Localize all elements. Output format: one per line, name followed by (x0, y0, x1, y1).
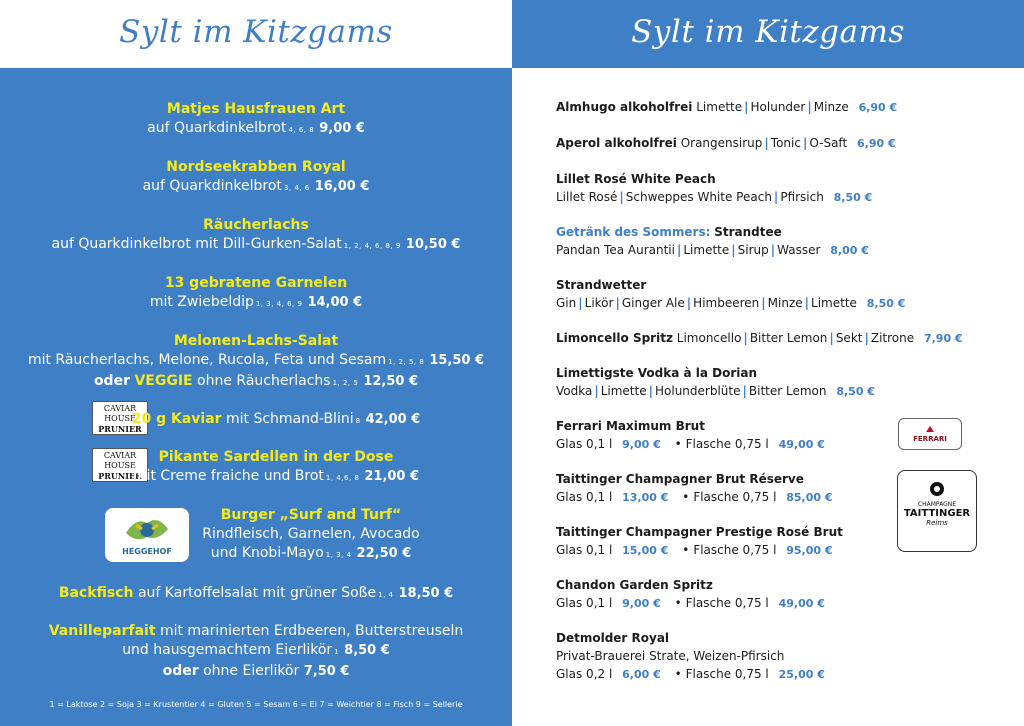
wine-name: Chandon Garden Spritz (556, 578, 713, 592)
drink-lillet: Lillet Rosé White Peach Lillet Rosé | Schweppes White Peach | Pfirsich 8,50 € (556, 170, 1016, 207)
dish-lachs (0, 216, 512, 256)
glass-price: 9,00 € (622, 438, 661, 451)
allergen-codes: 1, 4,6, 8 (325, 474, 360, 482)
drink-part: Minze (813, 100, 849, 114)
dish-name: Matjes Hausfrauen Art (166, 101, 346, 117)
drink-name: Strandtee (714, 225, 782, 239)
drink-price: 8,50 € (833, 191, 873, 204)
glass-label: Glas 0,1 l (556, 437, 613, 451)
drink-strandtee: Getränk des Sommers: Strandtee Pandan Tea Aurantii | Limette | Sirup | Wasser 8,00 € (556, 225, 869, 257)
dish-kaviar (0, 410, 512, 431)
taittinger-logo (897, 470, 977, 552)
bottle-price: 85,00 € (786, 491, 833, 504)
bottle-price: 49,00 € (778, 597, 825, 610)
dish-alt-price: 7,50 € (303, 664, 350, 679)
dish-name: 13 gebratene Garnelen (164, 275, 348, 291)
dish-price: 42,00 € (365, 412, 421, 427)
dish-alt-price: 12,50 € (363, 374, 419, 389)
left-title: Sylt im Kitzgams (119, 14, 393, 50)
drink-part: Limette (811, 296, 857, 310)
veggie-label: VEGGIE (134, 373, 193, 389)
drink-price: 7,90 € (923, 332, 963, 345)
drink-part: Holunder (750, 100, 806, 114)
dish-name: Burger „Surf and Turf“ (220, 507, 402, 523)
drink-part: Schweppes White Peach (625, 190, 772, 204)
drink-part: Pfirsich (780, 190, 824, 204)
drink-of-summer-label: Getränk des Sommers: (556, 225, 711, 239)
dish-name: Räucherlachs (203, 217, 309, 233)
drink-part: Zitrone (870, 331, 915, 345)
bullet: • (674, 667, 682, 681)
bottle-label: Flasche 0,75 l (685, 437, 769, 451)
dish-sardellen (0, 448, 512, 488)
drink-price: 6,90 € (856, 137, 896, 150)
drinks-menu (512, 68, 1024, 726)
allergen-codes: 1, 3, 4, 6, 9 (255, 300, 303, 308)
bottle-price: 25,00 € (778, 668, 825, 681)
dish-price: 8,50 € (344, 643, 390, 658)
or-label: oder (162, 663, 199, 679)
drink-part: Minze (767, 296, 803, 310)
taittinger-logo-text: TAITTINGER (903, 508, 971, 519)
dish-krabben (0, 158, 512, 198)
glass-price: 13,00 € (622, 491, 669, 504)
dish-alt-desc: ohne Räucherlachs (197, 373, 331, 389)
left-header (0, 0, 512, 68)
or-label: oder (93, 373, 130, 389)
wine-chandon (556, 576, 1016, 613)
drink-name: Almhugo alkoholfrei (556, 100, 693, 114)
dish-backfisch (0, 584, 512, 605)
allergen-codes: 1, 2, 4, 6, 8, 9 (343, 242, 401, 250)
drink-part: Limette (600, 384, 647, 398)
drink-part: Pandan Tea Aurantii (556, 243, 675, 257)
dish-burger (0, 506, 512, 565)
drink-name: Limettigste Vodka à la Dorian (556, 366, 758, 380)
dish-desc: auf Quarkdinkelbrot (142, 178, 282, 194)
drink-part: Sekt (835, 331, 863, 345)
logo-text: HOUSE (104, 461, 136, 470)
dish-name: Backfisch (58, 585, 134, 601)
bullet: • (674, 437, 682, 451)
drink-limoncello: Limoncello Spritz Limoncello | Bitter Lemon | Sekt | Zitrone 7,90 € (556, 331, 963, 345)
dish-price: 16,00 € (314, 179, 370, 194)
drink-part: Limette (683, 243, 730, 257)
dish-desc: auf Kartoffelsalat mit grüner Soße (137, 585, 377, 601)
allergen-codes: 1, 2, 5 (332, 379, 359, 387)
right-title: Sylt im Kitzgams (631, 14, 905, 50)
taittinger-logo-text: Reims (926, 519, 948, 527)
glass-label: Glas 0,1 l (556, 490, 613, 504)
drink-name: Strandwetter (556, 278, 647, 292)
dish-desc: auf Quarkdinkelbrot (147, 120, 287, 136)
dish-desc: mit Räucherlachs, Melone, Rucola, Feta und Sesam (27, 352, 387, 368)
bottle-label: Flasche 0,75 l (693, 490, 777, 504)
drink-part: Sirup (737, 243, 769, 257)
logo-text: PRUNIER (98, 471, 142, 481)
taittinger-logo-text: CHAMPAGNE (917, 501, 957, 508)
dish-desc: auf Quarkdinkelbrot mit Dill-Gurken-Salat (51, 236, 342, 252)
bottle-price: 49,00 € (778, 438, 825, 451)
glass-label: Glas 0,2 l (556, 667, 613, 681)
dish-name: Melonen-Lachs-Salat (173, 333, 339, 349)
drink-almhugo: Almhugo alkoholfrei Limette | Holunder | Minze 6,90 € (556, 100, 898, 114)
drink-part: Limette (696, 100, 743, 114)
drink-part: Likör (584, 296, 614, 310)
drink-part: Holunderblüte (655, 384, 741, 398)
dish-desc: mit Schmand-Blini (226, 411, 354, 427)
glass-price: 6,00 € (622, 668, 661, 681)
dish-price: 22,50 € (356, 546, 412, 561)
dish-price: 15,50 € (429, 353, 485, 368)
drink-price: 8,50 € (836, 385, 875, 398)
dish-name: Nordseekrabben Royal (166, 159, 346, 175)
dish-name: 20 g Kaviar (131, 411, 222, 427)
dish-price: 18,50 € (398, 586, 454, 601)
dish-price: 21,00 € (364, 469, 420, 484)
dish-matjes (0, 100, 512, 140)
dish-name: Vanilleparfait (48, 623, 156, 639)
drink-part: O-Saft (809, 136, 848, 150)
dish-price: 9,00 € (319, 121, 365, 136)
ferrari-crest-icon (925, 425, 935, 433)
logo-text: PRUNIER (98, 424, 142, 434)
dish-name: Pikante Sardellen in der Dose (158, 449, 394, 465)
food-menu (0, 68, 512, 726)
bullet: • (682, 490, 690, 504)
wine-name: Ferrari Maximum Brut (556, 419, 705, 433)
drink-name: Aperol alkoholfrei (556, 136, 677, 150)
drink-part: Himbeeren (693, 296, 760, 310)
logo-text: CAVIAR (103, 451, 137, 460)
ferrari-logo (898, 418, 962, 450)
wine-name: Detmolder Royal (556, 631, 670, 645)
allergen-codes: 3, 4, 6 (283, 184, 310, 192)
dish-vanilleparfait (0, 622, 512, 681)
drink-part: Bitter Lemon (748, 384, 827, 398)
wine-name: Taittinger Champagner Prestige Rosé Brut (556, 525, 843, 539)
bullet: • (682, 543, 690, 557)
bottle-label: Flasche 0,75 l (693, 543, 777, 557)
glass-label: Glas 0,1 l (556, 543, 613, 557)
drink-part: Tonic (770, 136, 801, 150)
drink-part: Orangensirup (680, 136, 763, 150)
drink-vodka: Limettigste Vodka à la Dorian Vodka | Limette | Holunderblüte | Bitter Lemon 8,50 € (556, 364, 1016, 401)
dish-alt-desc: ohne Eierlikör (203, 663, 300, 679)
drink-aperol: Aperol alkoholfrei Orangensirup | Tonic | O-Saft 6,90 € (556, 136, 896, 150)
allergen-codes: 1 (334, 648, 340, 656)
dish-garnelen (0, 274, 512, 314)
bottle-label: Flasche 0,75 l (685, 596, 769, 610)
dish-desc: mit Creme fraiche und Brot (132, 468, 324, 484)
wine-name: Taittinger Champagner Brut Réserve (556, 472, 804, 486)
bullet: • (674, 596, 682, 610)
allergen-codes: 8 (355, 417, 361, 425)
ferrari-logo-text: FERRARI (913, 435, 947, 443)
dish-melonen-salat (0, 332, 512, 393)
dish-desc: und hausgemachtem Eierlikör (122, 642, 333, 658)
drink-price: 8,00 € (830, 244, 869, 257)
logo-text: HOUSE (104, 414, 136, 423)
heggehof-logo-text: HEGGEHOF (122, 547, 172, 556)
drink-name: Limoncello Spritz (556, 331, 673, 345)
wine-detmolder (556, 629, 1016, 684)
glass-price: 9,00 € (622, 597, 661, 610)
dish-desc: und Knobi-Mayo (210, 545, 324, 561)
dish-desc: mit marinierten Erdbeeren, Butterstreuseln (159, 623, 464, 639)
taittinger-crest-icon (929, 481, 945, 497)
logo-text: CAVIAR (103, 404, 137, 413)
drink-name: Lillet Rosé White Peach (556, 172, 716, 186)
wine-subtitle: Privat-Brauerei Strate, Weizen-Pfirsich (556, 649, 785, 663)
allergen-legend: 1 = Laktose 2 = Soja 3 = Krustentier 4 = Gluten 5 = Sesam 6 = Ei 7 = Weichtier 8 = Fisch 9 = Sellerie (49, 700, 463, 709)
right-header (512, 0, 1024, 68)
drink-price: 8,50 € (866, 297, 906, 310)
dish-desc: mit Zwiebeldip (149, 294, 254, 310)
drink-part: Vodka (556, 384, 593, 398)
drink-part: Gin (556, 296, 577, 310)
dish-price: 14,00 € (307, 295, 363, 310)
allergen-codes: 4, 6, 8 (288, 126, 315, 134)
glass-label: Glas 0,1 l (556, 596, 613, 610)
drink-part: Bitter Lemon (749, 331, 828, 345)
allergen-codes: 1, 4 (378, 591, 394, 599)
drink-part: Ginger Ale (621, 296, 685, 310)
glass-price: 15,00 € (622, 544, 669, 557)
bottle-label: Flasche 0,75 l (685, 667, 769, 681)
drink-part: Lillet Rosé (556, 190, 618, 204)
dish-desc: Rindfleisch, Garnelen, Avocado (202, 526, 420, 542)
dish-price: 10,50 € (405, 237, 461, 252)
drink-strandwetter: Strandwetter Gin | Likör | Ginger Ale | Himbeeren | Minze | Limette 8,50 € (556, 276, 1016, 313)
allergen-codes: 1, 3, 4 (325, 551, 352, 559)
drink-part: Wasser (777, 243, 821, 257)
bottle-price: 95,00 € (786, 544, 833, 557)
allergen-codes: 1, 2, 5, 8 (388, 358, 425, 366)
drink-part: Limoncello (676, 331, 742, 345)
drink-price: 6,90 € (858, 101, 898, 114)
